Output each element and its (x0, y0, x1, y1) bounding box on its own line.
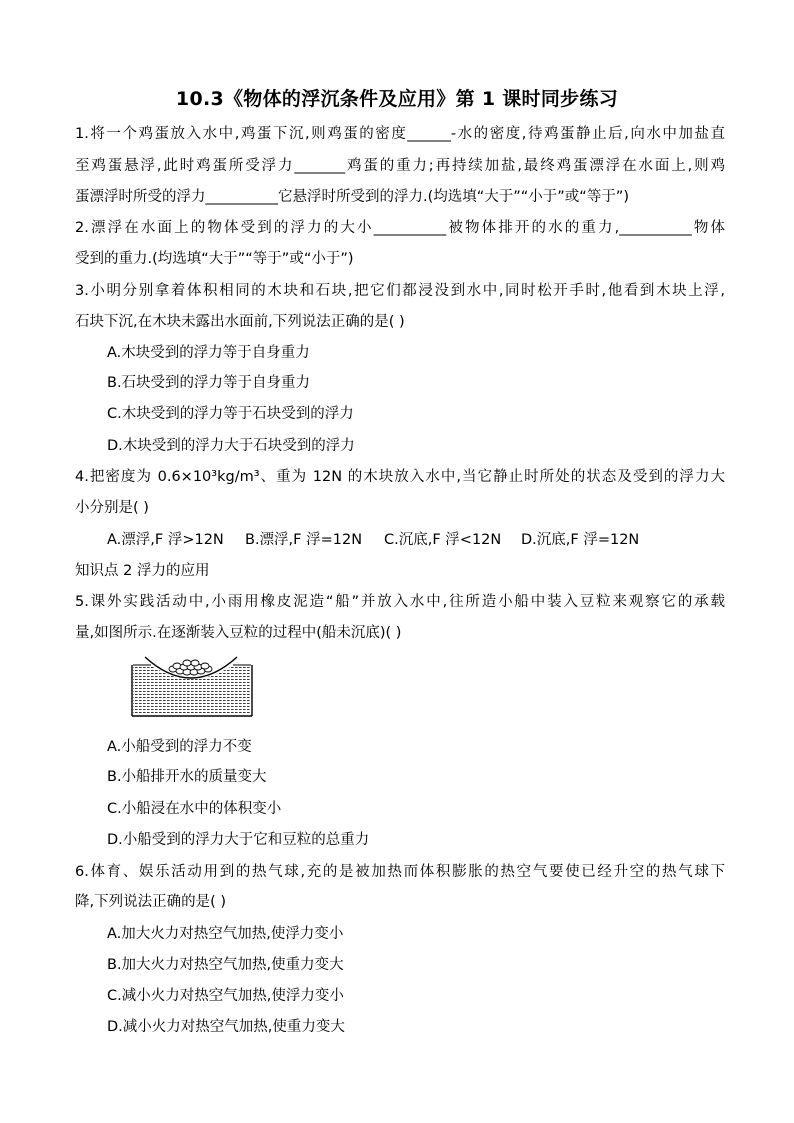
q4-line-1: 4.把密度为 0.6×10³kg/m³、重为 12N 的木块放入水中,当它静止时所处的状态及受到的浮力大 (75, 469, 725, 485)
q6-option-d: D.减小火力对热空气加热,使重力变大 (107, 1019, 345, 1035)
q4-option-a: A.漂浮,F 浮>12N (107, 532, 224, 548)
q5-line-2: 量,如图所示.在逐渐装入豆粒的过程中(船未沉底)( ) (75, 625, 402, 641)
q1-line-3: 蛋漂浮时所受的浮力__________它悬浮时所受到的浮力.(均选填“大于”“小于”或“等于”) (75, 189, 629, 205)
q1-line-2: 至鸡蛋悬浮,此时鸡蛋所受浮力_______鸡蛋的重力;再持续加盐,最终鸡蛋漂浮在水面上,则鸡 (75, 158, 725, 174)
q6-option-a: A.加大火力对热空气加热,使浮力变小 (107, 926, 344, 942)
q4-option-c: C.沉底,F 浮<12N (384, 532, 502, 548)
q1-line-1: 1.将一个鸡蛋放入水中,鸡蛋下沉,则鸡蛋的密度______-水的密度,待鸡蛋静止后,向水中加盐直 (75, 126, 725, 142)
q6-line-1: 6.体育、娱乐活动用到的热气球,充的是被加热而体积膨胀的热空气要使已经升空的热气球下 (75, 864, 725, 880)
q2-line-2: 受到的重力.(均选填“大于”“等于”或“小于”) (75, 251, 354, 267)
q4-option-b: B.漂浮,F 浮=12N (245, 532, 363, 548)
q6-option-b: B.加大火力对热空气加热,使重力变大 (107, 957, 344, 973)
q6-line-2: 降,下列说法正确的是( ) (75, 894, 227, 910)
page-title: 10.3《物体的浮沉条件及应用》第 1 课时同步练习 (175, 88, 619, 110)
q5-option-d: D.小船受到的浮力大于它和豆粒的总重力 (107, 832, 370, 848)
q5-option-c: C.小船浸在水中的体积变小 (107, 801, 282, 817)
q3-option-b: B.石块受到的浮力等于自身重力 (107, 375, 311, 391)
q3-option-d: D.木块受到的浮力大于石块受到的浮力 (107, 438, 355, 454)
q6-option-c: C.减小火力对热空气加热,使浮力变小 (107, 988, 344, 1004)
q5-option-a: A.小船受到的浮力不变 (107, 739, 252, 755)
q3-option-c: C.木块受到的浮力等于石块受到的浮力 (107, 406, 354, 422)
q3-line-2: 石块下沉,在木块未露出水面前,下列说法正确的是( ) (75, 314, 405, 330)
q4-option-d: D.沉底,F 浮=12N (521, 532, 640, 548)
q3-option-a: A.木块受到的浮力等于自身重力 (107, 345, 310, 361)
q2-line-1: 2.漂浮在水面上的物体受到的浮力的大小__________被物体排开的水的重力,__________物体 (75, 220, 725, 236)
boat-in-water-figure (131, 655, 253, 717)
q5-line-1: 5.课外实践活动中,小雨用橡皮泥造“船”并放入水中,往所造小船中装入豆粒来观察它的承载 (75, 594, 725, 610)
q4-line-2: 小分别是( ) (75, 500, 149, 516)
section-heading: 知识点 2 浮力的应用 (75, 563, 210, 579)
q5-option-b: B.小船排开水的质量变大 (107, 769, 267, 785)
q3-line-1: 3.小明分别拿着体积相同的木块和石块,把它们都浸没到水中,同时松开手时,他看到木块上浮, (75, 283, 725, 299)
